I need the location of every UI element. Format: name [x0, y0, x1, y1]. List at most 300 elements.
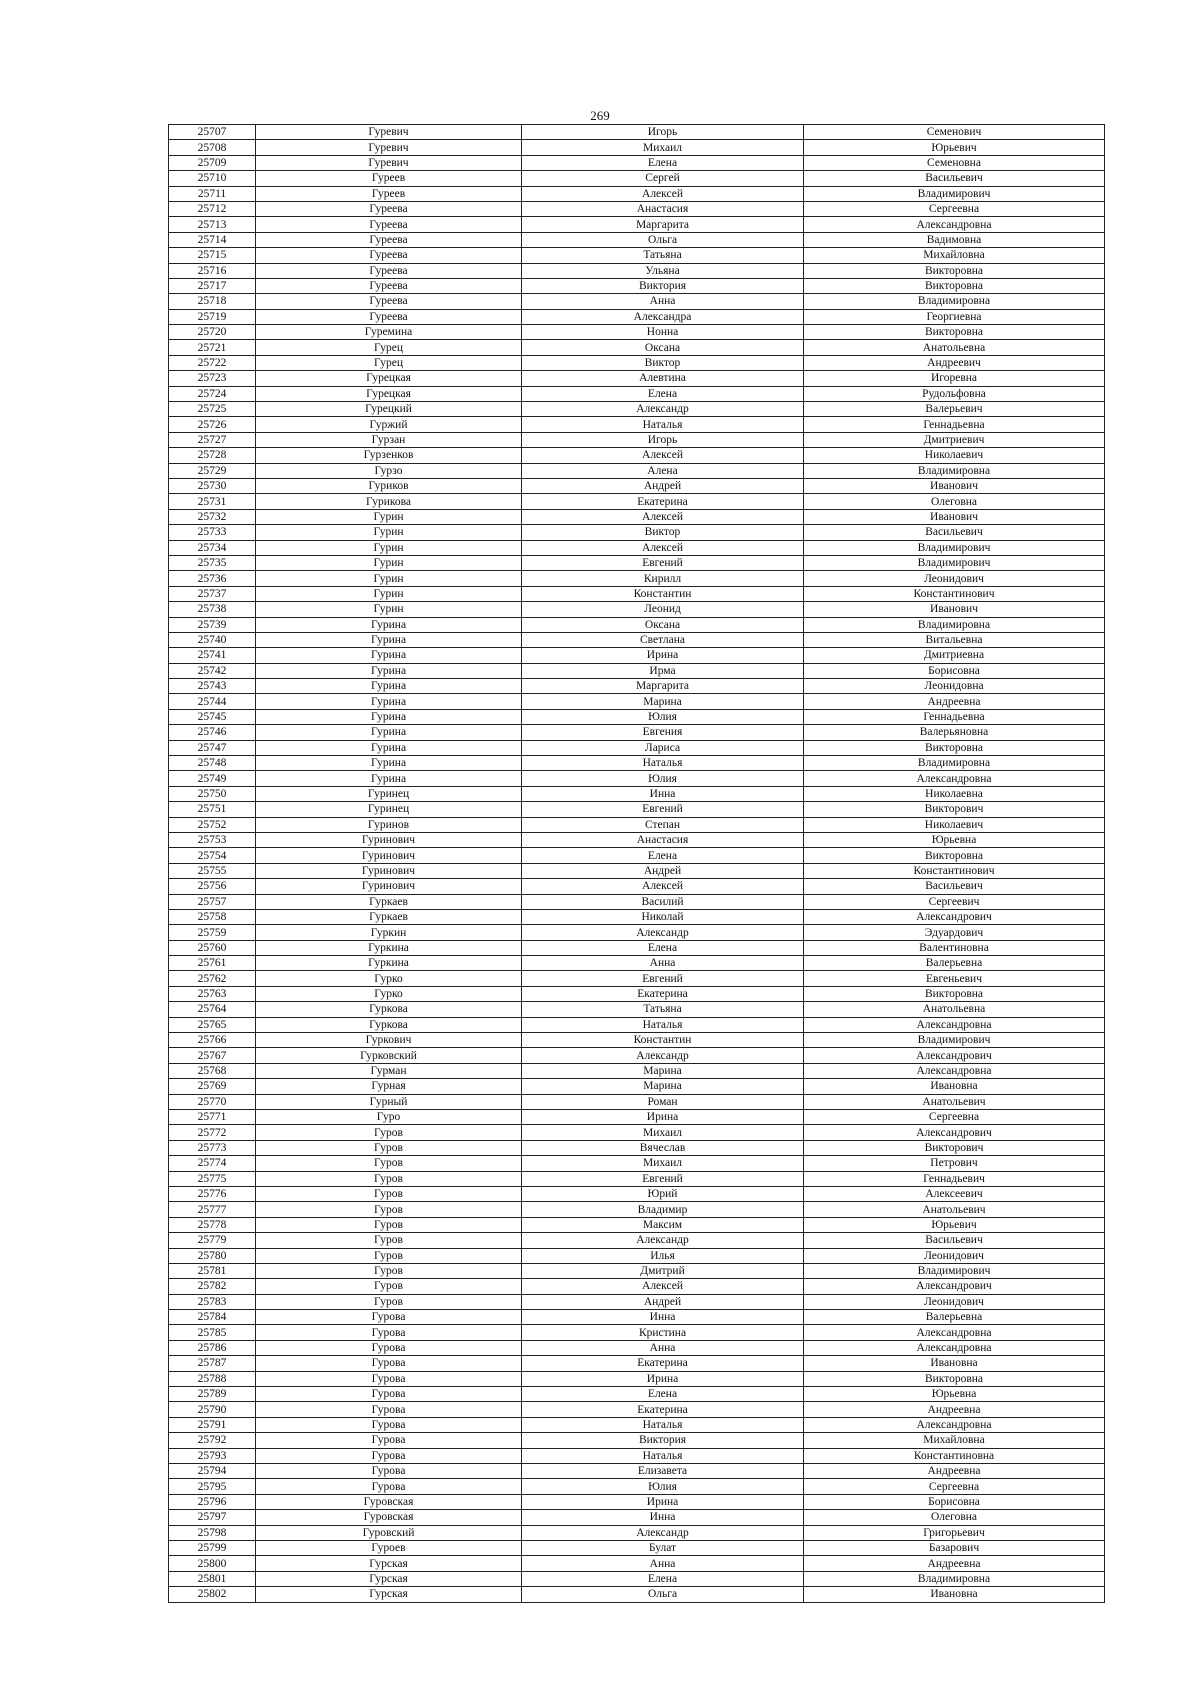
patronymic-cell: Николаевна: [804, 786, 1105, 801]
surname-cell: Гурская: [256, 1571, 522, 1586]
surname-cell: Гуреева: [256, 232, 522, 247]
table-row: [169, 448, 1105, 463]
patronymic-cell: Александровна: [804, 1417, 1105, 1432]
table-row: [169, 848, 1105, 863]
table-row: [169, 294, 1105, 309]
record-number-cell: 25789: [169, 1387, 256, 1402]
patronymic-cell: Александрович: [804, 1279, 1105, 1294]
first-name-cell: Владимир: [522, 1202, 804, 1217]
record-number-cell: 25714: [169, 232, 256, 247]
first-name-cell: Анна: [522, 1556, 804, 1571]
record-number-cell: 25710: [169, 171, 256, 186]
first-name-cell: Евгений: [522, 802, 804, 817]
table-row: [169, 1417, 1105, 1432]
patronymic-cell: Юрьевна: [804, 1387, 1105, 1402]
first-name-cell: Сергей: [522, 171, 804, 186]
record-number-cell: 25783: [169, 1294, 256, 1309]
surname-cell: Гурецкий: [256, 402, 522, 417]
patronymic-cell: Николаевич: [804, 817, 1105, 832]
surname-cell: Гурин: [256, 586, 522, 601]
surname-cell: Гуровская: [256, 1494, 522, 1509]
first-name-cell: Юрий: [522, 1186, 804, 1201]
table-row: [169, 971, 1105, 986]
patronymic-cell: Геннадьевна: [804, 417, 1105, 432]
first-name-cell: Анастасия: [522, 832, 804, 847]
surname-cell: Гуреев: [256, 171, 522, 186]
patronymic-cell: Вадимовна: [804, 232, 1105, 247]
first-name-cell: Леонид: [522, 602, 804, 617]
record-number-cell: 25728: [169, 448, 256, 463]
record-number-cell: 25756: [169, 879, 256, 894]
table-row: [169, 1002, 1105, 1017]
surname-cell: Гуремина: [256, 325, 522, 340]
patronymic-cell: Дмитриевна: [804, 648, 1105, 663]
table-row: [169, 909, 1105, 924]
patronymic-cell: Олеговна: [804, 494, 1105, 509]
patronymic-cell: Андреевна: [804, 1402, 1105, 1417]
patronymic-cell: Васильевич: [804, 525, 1105, 540]
patronymic-cell: Сергеевна: [804, 201, 1105, 216]
record-number-cell: 25733: [169, 525, 256, 540]
record-number-cell: 25782: [169, 1279, 256, 1294]
table-row: [169, 1494, 1105, 1509]
patronymic-cell: Ивановна: [804, 1079, 1105, 1094]
table-row: [169, 217, 1105, 232]
surname-cell: Гуреева: [256, 248, 522, 263]
first-name-cell: Маргарита: [522, 679, 804, 694]
surname-cell: Гурина: [256, 709, 522, 724]
table-row: [169, 278, 1105, 293]
record-number-cell: 25754: [169, 848, 256, 863]
patronymic-cell: Анатольевна: [804, 340, 1105, 355]
record-number-cell: 25717: [169, 278, 256, 293]
first-name-cell: Ирма: [522, 663, 804, 678]
surname-cell: Гурко: [256, 986, 522, 1001]
surname-cell: Гурный: [256, 1094, 522, 1109]
surname-cell: Гурина: [256, 632, 522, 647]
surname-cell: Гуринович: [256, 863, 522, 878]
record-number-cell: 25711: [169, 186, 256, 201]
record-number-cell: 25801: [169, 1571, 256, 1586]
patronymic-cell: Михайловна: [804, 248, 1105, 263]
first-name-cell: Ульяна: [522, 263, 804, 278]
surname-cell: Гуркина: [256, 940, 522, 955]
patronymic-cell: Эдуардович: [804, 925, 1105, 940]
record-number-cell: 25767: [169, 1048, 256, 1063]
first-name-cell: Александра: [522, 309, 804, 324]
first-name-cell: Алексей: [522, 509, 804, 524]
patronymic-cell: Леонидович: [804, 1294, 1105, 1309]
patronymic-cell: Васильевич: [804, 879, 1105, 894]
record-number-cell: 25734: [169, 540, 256, 555]
first-name-cell: Андрей: [522, 1294, 804, 1309]
table-row: [169, 371, 1105, 386]
table-row: [169, 771, 1105, 786]
surname-cell: Гурина: [256, 725, 522, 740]
record-number-cell: 25798: [169, 1525, 256, 1540]
first-name-cell: Ирина: [522, 1371, 804, 1386]
table-row: [169, 1140, 1105, 1155]
table-row: [169, 432, 1105, 447]
table-row: [169, 956, 1105, 971]
table-row: [169, 140, 1105, 155]
first-name-cell: Алексей: [522, 448, 804, 463]
record-number-cell: 25753: [169, 832, 256, 847]
surname-cell: Гуриков: [256, 478, 522, 493]
surname-cell: Гуринович: [256, 848, 522, 863]
first-name-cell: Андрей: [522, 863, 804, 878]
first-name-cell: Инна: [522, 1310, 804, 1325]
surname-cell: Гуровская: [256, 1510, 522, 1525]
surname-cell: Гурова: [256, 1448, 522, 1463]
first-name-cell: Татьяна: [522, 1002, 804, 1017]
surname-cell: Гурзан: [256, 432, 522, 447]
table-row: [169, 1110, 1105, 1125]
first-name-cell: Виктор: [522, 525, 804, 540]
surname-cell: Гуров: [256, 1171, 522, 1186]
record-number-cell: 25740: [169, 632, 256, 647]
surname-cell: Гурзенков: [256, 448, 522, 463]
surname-cell: Гуров: [256, 1248, 522, 1263]
surname-cell: Гуреев: [256, 186, 522, 201]
table-row: [169, 1463, 1105, 1478]
first-name-cell: Оксана: [522, 340, 804, 355]
surname-cell: Гуревич: [256, 125, 522, 140]
patronymic-cell: Сергеевна: [804, 1110, 1105, 1125]
first-name-cell: Юлия: [522, 771, 804, 786]
surname-cell: Гуркович: [256, 1033, 522, 1048]
surname-cell: Гуро: [256, 1110, 522, 1125]
table-row: [169, 171, 1105, 186]
first-name-cell: Юлия: [522, 709, 804, 724]
first-name-cell: Виктория: [522, 1433, 804, 1448]
patronymic-cell: Ивановна: [804, 1356, 1105, 1371]
first-name-cell: Михаил: [522, 1156, 804, 1171]
table-row: [169, 540, 1105, 555]
patronymic-cell: Владимировна: [804, 617, 1105, 632]
table-row: [169, 802, 1105, 817]
record-number-cell: 25762: [169, 971, 256, 986]
patronymic-cell: Викторовна: [804, 1371, 1105, 1386]
surname-cell: Гурин: [256, 555, 522, 570]
surname-cell: Гуринец: [256, 786, 522, 801]
record-number-cell: 25745: [169, 709, 256, 724]
record-number-cell: 25758: [169, 909, 256, 924]
table-row: [169, 756, 1105, 771]
patronymic-cell: Валерьевич: [804, 402, 1105, 417]
record-number-cell: 25785: [169, 1325, 256, 1340]
table-row: [169, 1402, 1105, 1417]
table-row: [169, 355, 1105, 370]
patronymic-cell: Константинович: [804, 586, 1105, 601]
table-row: [169, 186, 1105, 201]
first-name-cell: Кристина: [522, 1325, 804, 1340]
first-name-cell: Дмитрий: [522, 1263, 804, 1278]
record-number-cell: 25764: [169, 1002, 256, 1017]
table-row: [169, 832, 1105, 847]
first-name-cell: Анна: [522, 1340, 804, 1355]
table-row: [169, 986, 1105, 1001]
first-name-cell: Александр: [522, 1525, 804, 1540]
patronymic-cell: Базарович: [804, 1540, 1105, 1555]
first-name-cell: Светлана: [522, 632, 804, 647]
patronymic-cell: Леонидович: [804, 571, 1105, 586]
record-number-cell: 25771: [169, 1110, 256, 1125]
record-number-cell: 25712: [169, 201, 256, 216]
first-name-cell: Екатерина: [522, 494, 804, 509]
record-number-cell: 25776: [169, 1186, 256, 1201]
record-number-cell: 25715: [169, 248, 256, 263]
surname-cell: Гуров: [256, 1186, 522, 1201]
record-number-cell: 25716: [169, 263, 256, 278]
first-name-cell: Елизавета: [522, 1463, 804, 1478]
table-row: [169, 679, 1105, 694]
record-number-cell: 25738: [169, 602, 256, 617]
table-row: [169, 1017, 1105, 1032]
surname-cell: Гурова: [256, 1402, 522, 1417]
table-row: [169, 863, 1105, 878]
surname-cell: Гурковский: [256, 1048, 522, 1063]
table-row: [169, 709, 1105, 724]
surname-cell: Гурова: [256, 1387, 522, 1402]
patronymic-cell: Александрович: [804, 1048, 1105, 1063]
record-number-cell: 25779: [169, 1233, 256, 1248]
patronymic-cell: Игоревна: [804, 371, 1105, 386]
record-number-cell: 25723: [169, 371, 256, 386]
surname-cell: Гурина: [256, 648, 522, 663]
first-name-cell: Марина: [522, 1079, 804, 1094]
patronymic-cell: Петрович: [804, 1156, 1105, 1171]
patronymic-cell: Борисовна: [804, 1494, 1105, 1509]
surname-cell: Гурова: [256, 1463, 522, 1478]
surname-cell: Гурова: [256, 1356, 522, 1371]
patronymic-cell: Александровна: [804, 1325, 1105, 1340]
table-row: [169, 1587, 1105, 1602]
patronymic-cell: Евгеньевич: [804, 971, 1105, 986]
table-row: [169, 894, 1105, 909]
record-number-cell: 25774: [169, 1156, 256, 1171]
first-name-cell: Вячеслав: [522, 1140, 804, 1155]
patronymic-cell: Васильевич: [804, 1233, 1105, 1248]
patronymic-cell: Валерьяновна: [804, 725, 1105, 740]
table-row: [169, 201, 1105, 216]
record-number-cell: 25729: [169, 463, 256, 478]
first-name-cell: Татьяна: [522, 248, 804, 263]
first-name-cell: Юлия: [522, 1479, 804, 1494]
table-row: [169, 1433, 1105, 1448]
table-row: [169, 632, 1105, 647]
first-name-cell: Марина: [522, 694, 804, 709]
table-row: [169, 1217, 1105, 1232]
patronymic-cell: Анатольевич: [804, 1202, 1105, 1217]
first-name-cell: Евгений: [522, 555, 804, 570]
first-name-cell: Михаил: [522, 1125, 804, 1140]
record-number-cell: 25719: [169, 309, 256, 324]
record-number-cell: 25718: [169, 294, 256, 309]
first-name-cell: Елена: [522, 1387, 804, 1402]
patronymic-cell: Викторовна: [804, 740, 1105, 755]
first-name-cell: Екатерина: [522, 1402, 804, 1417]
patronymic-cell: Владимировна: [804, 1571, 1105, 1586]
surname-cell: Гуроев: [256, 1540, 522, 1555]
record-number-cell: 25750: [169, 786, 256, 801]
table-row: [169, 740, 1105, 755]
surname-cell: Гурова: [256, 1479, 522, 1494]
first-name-cell: Нонна: [522, 325, 804, 340]
first-name-cell: Наталья: [522, 1417, 804, 1432]
patronymic-cell: Владимировна: [804, 294, 1105, 309]
record-number-cell: 25778: [169, 1217, 256, 1232]
table-row: [169, 1079, 1105, 1094]
table-row: [169, 1279, 1105, 1294]
table-row: [169, 1048, 1105, 1063]
page-number: 269: [590, 108, 610, 123]
patronymic-cell: Иванович: [804, 602, 1105, 617]
record-number-cell: 25736: [169, 571, 256, 586]
record-number-cell: 25768: [169, 1063, 256, 1078]
patronymic-cell: Валерьевна: [804, 1310, 1105, 1325]
record-number-cell: 25792: [169, 1433, 256, 1448]
surname-cell: Гуркин: [256, 925, 522, 940]
surname-cell: Гуров: [256, 1294, 522, 1309]
surname-cell: Гурина: [256, 694, 522, 709]
patronymic-cell: Валентиновна: [804, 940, 1105, 955]
patronymic-cell: Васильевич: [804, 171, 1105, 186]
record-number-cell: 25773: [169, 1140, 256, 1155]
surname-cell: Гурина: [256, 663, 522, 678]
first-name-cell: Анна: [522, 956, 804, 971]
table-row: [169, 1510, 1105, 1525]
record-number-cell: 25775: [169, 1171, 256, 1186]
first-name-cell: Игорь: [522, 432, 804, 447]
table-row: [169, 1233, 1105, 1248]
surname-cell: Гуревич: [256, 155, 522, 170]
first-name-cell: Александр: [522, 1233, 804, 1248]
first-name-cell: Маргарита: [522, 217, 804, 232]
patronymic-cell: Владимирович: [804, 540, 1105, 555]
record-number-cell: 25735: [169, 555, 256, 570]
record-number-cell: 25786: [169, 1340, 256, 1355]
surname-cell: Гуреева: [256, 217, 522, 232]
record-number-cell: 25751: [169, 802, 256, 817]
record-number-cell: 25720: [169, 325, 256, 340]
record-number-cell: 25747: [169, 740, 256, 755]
table-row: [169, 1340, 1105, 1355]
surname-cell: Гурина: [256, 740, 522, 755]
table-row: [169, 925, 1105, 940]
surname-cell: Гуревич: [256, 140, 522, 155]
record-number-cell: 25743: [169, 679, 256, 694]
record-number-cell: 25787: [169, 1356, 256, 1371]
table-row: [169, 648, 1105, 663]
table-row: [169, 1325, 1105, 1340]
record-number-cell: 25781: [169, 1263, 256, 1278]
surname-cell: Гурова: [256, 1371, 522, 1386]
table-row: [169, 248, 1105, 263]
record-number-cell: 25799: [169, 1540, 256, 1555]
surname-cell: Гурная: [256, 1079, 522, 1094]
first-name-cell: Инна: [522, 1510, 804, 1525]
table-row: [169, 940, 1105, 955]
table-row: [169, 478, 1105, 493]
first-name-cell: Алексей: [522, 879, 804, 894]
surname-cell: Гуровский: [256, 1525, 522, 1540]
table-row: [169, 663, 1105, 678]
first-name-cell: Кирилл: [522, 571, 804, 586]
first-name-cell: Евгений: [522, 971, 804, 986]
first-name-cell: Александр: [522, 1048, 804, 1063]
record-number-cell: 25757: [169, 894, 256, 909]
table-row: [169, 1156, 1105, 1171]
surname-cell: Гурин: [256, 571, 522, 586]
table-row: [169, 402, 1105, 417]
record-number-cell: 25795: [169, 1479, 256, 1494]
surname-cell: Гуреева: [256, 309, 522, 324]
patronymic-cell: Викторович: [804, 802, 1105, 817]
surname-cell: Гуреева: [256, 294, 522, 309]
record-number-cell: 25722: [169, 355, 256, 370]
table-row: [169, 155, 1105, 170]
surname-cell: Гурецкая: [256, 371, 522, 386]
patronymic-cell: Юрьевич: [804, 1217, 1105, 1232]
surname-cell: Гуркина: [256, 956, 522, 971]
table-row: [169, 386, 1105, 401]
first-name-cell: Михаил: [522, 140, 804, 155]
patronymic-cell: Геннадьевич: [804, 1171, 1105, 1186]
record-number-cell: 25759: [169, 925, 256, 940]
first-name-cell: Наталья: [522, 1017, 804, 1032]
patronymic-cell: Андреевна: [804, 1556, 1105, 1571]
patronymic-cell: Юрьевна: [804, 832, 1105, 847]
record-number-cell: 25788: [169, 1371, 256, 1386]
first-name-cell: Виктор: [522, 355, 804, 370]
patronymic-cell: Иванович: [804, 509, 1105, 524]
record-number-cell: 25760: [169, 940, 256, 955]
first-name-cell: Наталья: [522, 417, 804, 432]
first-name-cell: Евгения: [522, 725, 804, 740]
patronymic-cell: Владимировна: [804, 463, 1105, 478]
table-row: [169, 1125, 1105, 1140]
first-name-cell: Анна: [522, 294, 804, 309]
record-number-cell: 25761: [169, 956, 256, 971]
first-name-cell: Екатерина: [522, 986, 804, 1001]
record-number-cell: 25732: [169, 509, 256, 524]
table-row: [169, 725, 1105, 740]
patronymic-cell: Владимирович: [804, 1263, 1105, 1278]
table-row: [169, 263, 1105, 278]
patronymic-cell: Александровна: [804, 771, 1105, 786]
record-number-cell: 25721: [169, 340, 256, 355]
surname-cell: Гуржий: [256, 417, 522, 432]
table-row: [169, 1571, 1105, 1586]
first-name-cell: Ольга: [522, 232, 804, 247]
record-number-cell: 25744: [169, 694, 256, 709]
patronymic-cell: Дмитриевич: [804, 432, 1105, 447]
record-number-cell: 25766: [169, 1033, 256, 1048]
first-name-cell: Наталья: [522, 756, 804, 771]
patronymic-cell: Леонидович: [804, 1248, 1105, 1263]
patronymic-cell: Валерьевна: [804, 956, 1105, 971]
first-name-cell: Александр: [522, 402, 804, 417]
surname-cell: Гурова: [256, 1340, 522, 1355]
surname-cell: Гуркаев: [256, 909, 522, 924]
first-name-cell: Марина: [522, 1063, 804, 1078]
record-number-cell: 25730: [169, 478, 256, 493]
record-number-cell: 25769: [169, 1079, 256, 1094]
surname-cell: Гуринов: [256, 817, 522, 832]
first-name-cell: Евгений: [522, 1171, 804, 1186]
record-number-cell: 25770: [169, 1094, 256, 1109]
